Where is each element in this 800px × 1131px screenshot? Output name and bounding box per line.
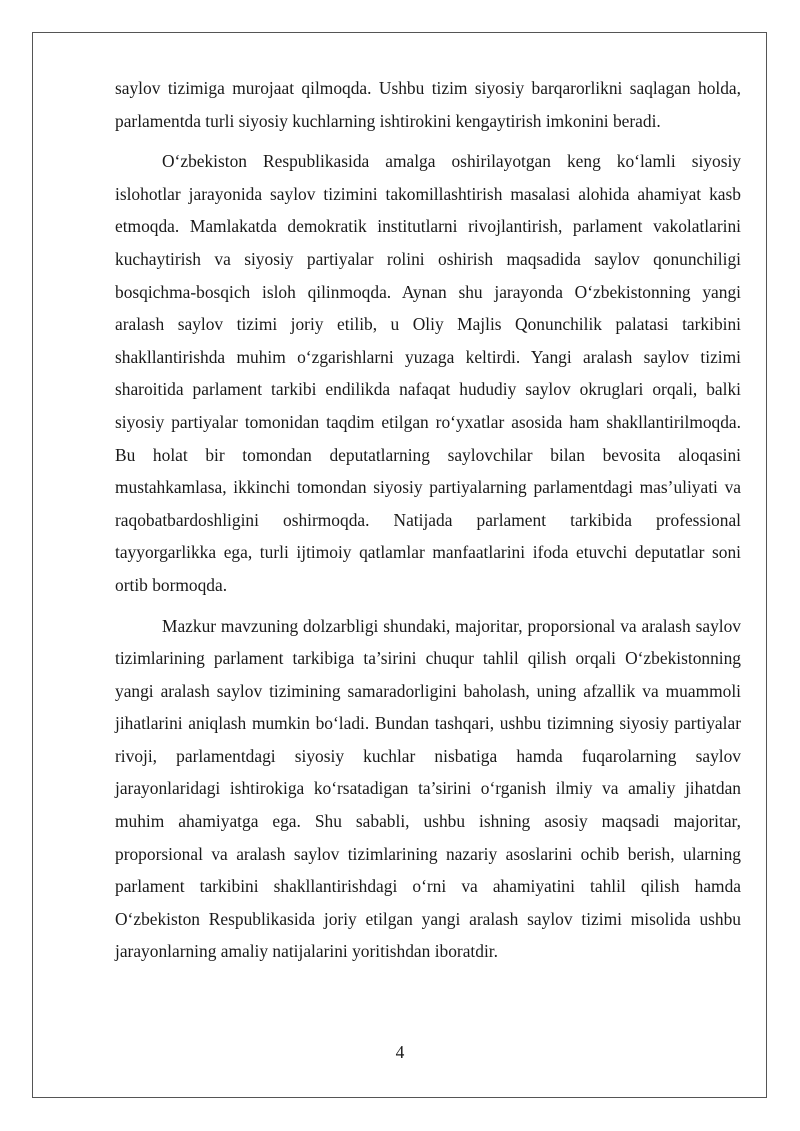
paragraph-continuation: saylov tizimiga murojaat qilmoqda. Ushbu tizim siyosiy barqarorlikni saqlagan holda, parlamentda turli siyosiy kuchlarning ishtirokini kengaytirish imkonini beradi. [115, 78, 741, 131]
paragraph-relevance: Mazkur mavzuning dolzarbligi shundaki, majoritar, proporsional va aralash saylov tizimlarining parlament tarkibiga ta’sirini chuqur tahlil qilish orqali O‘zbekistonning yangi aralash saylov tizimining samaradorligini baholash, uning afzallik va muammoli jihatlarini aniqlash mumkin bo‘ladi. Bundan tashqari, ushbu tizimning siyosiy partiyalar rivoji, parlamentdagi siyosiy kuchlar nisbatiga hamda fuqarolarning saylov jarayonlaridagi ishtirokiga ko‘rsatadigan ta’sirini o‘rganish ilmiy va amaliy jihatdan muhim ahamiyatga ega. Shu sababli, ushbu ishning asosiy maqsadi majoritar, proporsional va aralash saylov tizimlarining nazariy asoslarini ochib berish, ularning parlament tarkibini shakllantirishdagi o‘rni va ahamiyatini tahlil qilish hamda O‘zbekiston Respublikasida joriy etilgan yangi aralash saylov tizimi misolida ushbu jarayonlarning amaliy natijalarini yoritishdan iboratdir. [115, 615, 741, 962]
document-body [115, 72, 741, 976]
page-number: 4 [395, 1042, 405, 1062]
paragraph-reforms: O‘zbekiston Respublikasida amalga oshirilayotgan keng ko‘lamli siyosiy islohotlar jarayonida saylov tizimini takomillashtirish masalasi alohida ahamiyat kasb etmoqda. Mamlakatda demokratik institutlarni rivojlantirish, parlament vakolatlarini kuchaytirish va siyosiy partiyalar rolini oshirish maqsadida saylov qonunchiligi bosqichma-bosqich isloh qilinmoqda. Aynan shu jarayonda O‘zbekistonning yangi aralash saylov tizimi joriy etilib, u Oliy Majlis Qonunchilik palatasi tarkibini shakllantirishda muhim o‘zgarishlarni yuzaga keltirdi. Yangi aralash saylov tizimi sharoitida parlament tarkibi endilikda nafaqat hududiy saylov okruglari orqali, balki siyosiy partiyalar tomonidan taqdim etilgan ro‘yxatlar asosida ham shakllantirilmoqda. Bu holat bir tomondan deputatlarning saylovchilar bilan bevosita aloqasini mustahkamlasa, ikkinchi tomondan siyosiy partiyalarning parlamentdagi mas’uliyati va raqobatbardoshligini oshirmoqda. Natijada parlament tarkibida professional tayyorgarlikka ega, turli ijtimoiy qatlamlar manfaatlarini ifoda etuvchi deputatlar soni ortib bormoqda. [115, 151, 741, 595]
